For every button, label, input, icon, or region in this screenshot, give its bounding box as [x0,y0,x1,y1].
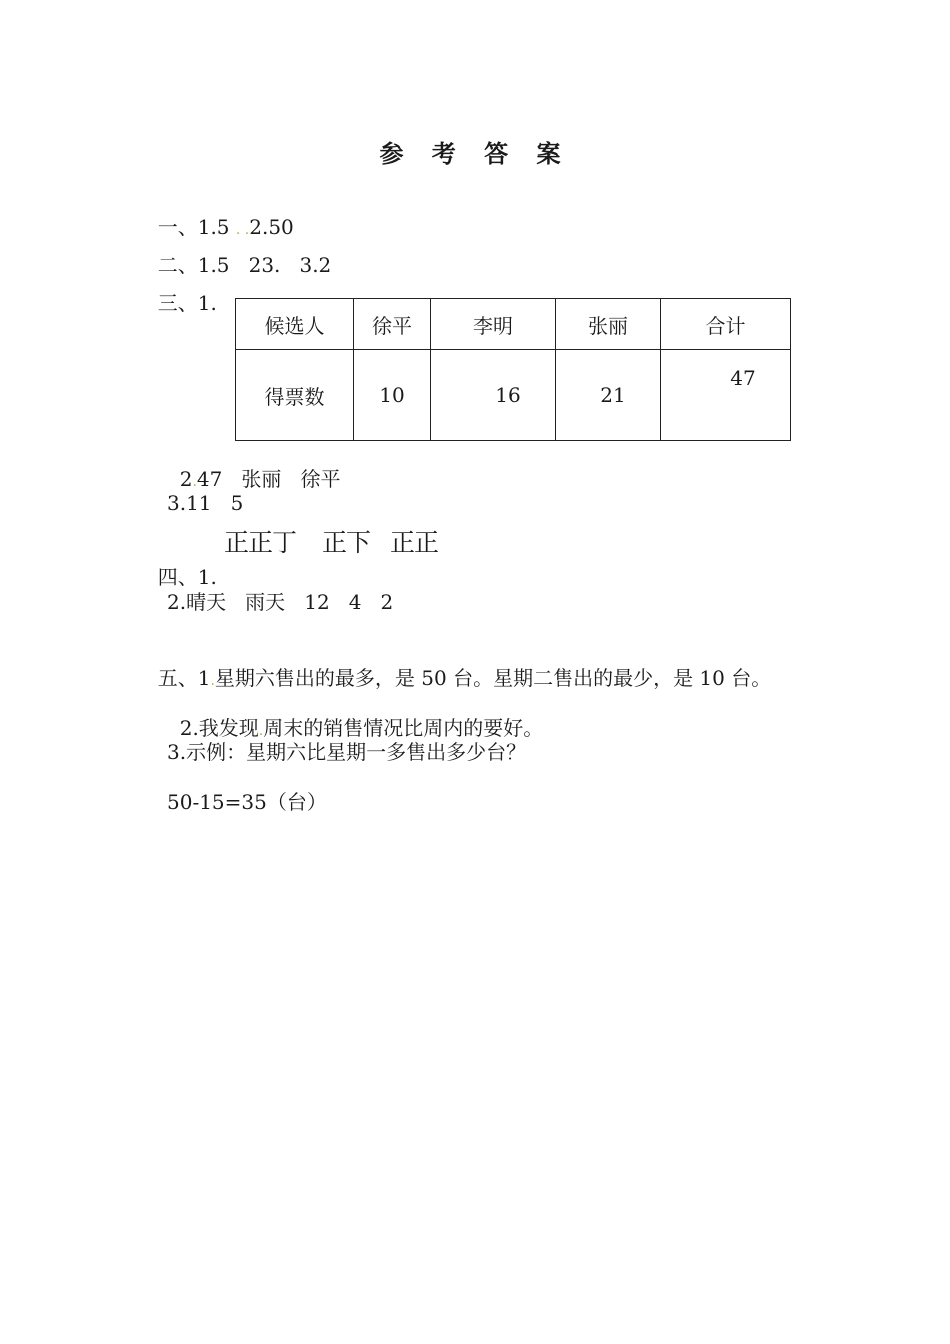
vote-table [235,298,791,441]
section-3-q2-answer: 47 张丽 徐平 [196,467,341,491]
section-3-q2-number: 2 [179,467,193,491]
table-header-cell: 李明 [431,299,556,350]
section-2-label: 二、 [157,253,198,277]
table-cell: 16 [431,350,556,441]
tally-mark-2: 正下 [322,528,371,557]
tally-mark-1: 正正丁 [224,528,297,557]
table-cell: 得票数 [236,350,354,441]
section-5-q2-start: 2.我发现 [179,716,259,740]
section-4-q2-line: 2.晴天 雨天 12 4 2 [167,590,394,614]
section-1-answer-2: 2.50 [249,215,294,239]
stray-mark: . [192,474,197,490]
table-header-cell: 张丽 [556,299,661,350]
tally-mark-3: 正正 [390,528,439,557]
section-5-q3-line: 3.示例：星期六比星期一多售出多少台？ [167,740,527,764]
section-5-label: 五、 [157,666,198,690]
table-header-cell: 候选人 [236,299,354,350]
table-header-row [236,299,791,350]
table-header-cell: 合计 [661,299,791,350]
table-row [236,350,791,441]
section-1-label: 一、 [157,215,198,239]
section-5-q1-answer: 星期六售出的最多，是 50 台。星期二售出的最少，是 10 台。 [214,666,772,690]
section-5-q1-line [145,639,771,694]
table-cell: 10 [354,350,431,441]
section-5-q2-line [167,689,543,744]
table-cell: 47 [661,350,791,441]
table-header-cell: 徐平 [354,299,431,350]
section-4-line [145,538,217,590]
stray-mark: . [210,673,215,689]
section-5-q2-end: 周末的销售情况比周内的要好。 [263,716,544,740]
section-3-line [145,264,217,316]
section-5-q1-number: 1 [197,666,211,690]
stray-mark: . [258,723,264,739]
section-4-label: 四、 [157,565,198,589]
section-3-q2-line [167,440,341,495]
page-title: 参 考 答 案 [379,140,571,168]
section-3-q3-line: 3.11 5 [167,491,244,515]
section-1-answer-1: 1.5 [197,215,236,239]
table-cell: 21 [556,350,661,441]
section-2-answers: 1.5 23. 3.2 [197,253,332,277]
section-4-q1: 1. [197,565,217,589]
stray-mark: . . [235,222,250,238]
section-3-q1: 1. [197,291,217,315]
section-3-label: 三、 [157,291,198,315]
section-5-q3-answer: 50-15=35（台） [167,790,327,814]
